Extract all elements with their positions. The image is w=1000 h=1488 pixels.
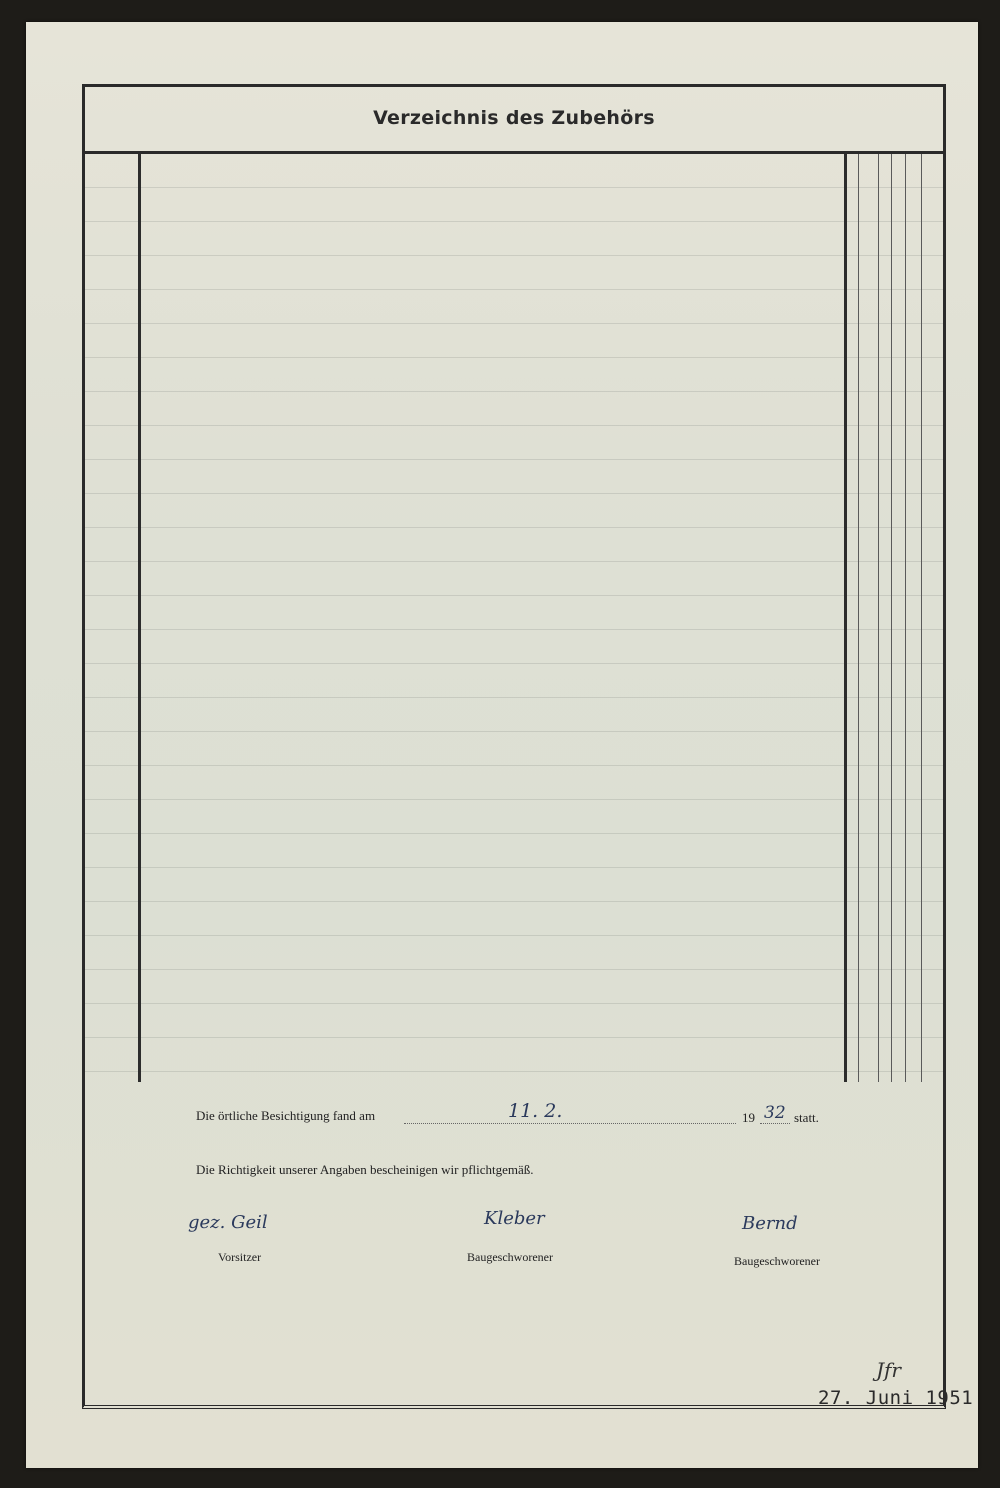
amount-column-rule [905,154,906,1082]
left-column-rule [138,154,141,1082]
amount-column-rule [858,154,859,1082]
right-column-rule [844,154,847,1082]
role-juror-1: Baugeschworener [467,1250,553,1264]
inspection-label: Die örtliche Besichtigung fand am [196,1108,376,1123]
form-header [85,87,943,154]
year-prefix: 19 [742,1110,755,1125]
initials-mark: Jfr [876,1358,901,1382]
role-chairman: Vorsitzer [218,1250,262,1264]
amount-column-rule [921,154,922,1082]
year-handwritten: 32 [764,1103,786,1123]
signature-chairman: gez. Geil [188,1212,268,1233]
year-line [760,1123,790,1124]
role-juror-2: Baugeschworener [734,1254,820,1268]
date-stamp: 27. Juni 1951 [818,1387,974,1409]
signature-juror-2: Bernd [742,1213,798,1234]
form-title: Verzeichnis des Zubehörs [373,107,655,129]
amount-column-rule [891,154,892,1082]
inspection-suffix: statt. [794,1110,819,1125]
inspection-date-line [404,1123,736,1124]
amount-column-rule [878,154,879,1082]
ruled-table-area [85,154,943,1082]
certification-text: Die Richtigkeit unserer Angaben bescheinigen wir pflichtgemäß. [196,1162,534,1177]
document-sheet [26,22,978,1468]
inspection-date-handwritten: 11. 2. [508,1100,563,1122]
signature-juror-1: Kleber [484,1208,545,1229]
